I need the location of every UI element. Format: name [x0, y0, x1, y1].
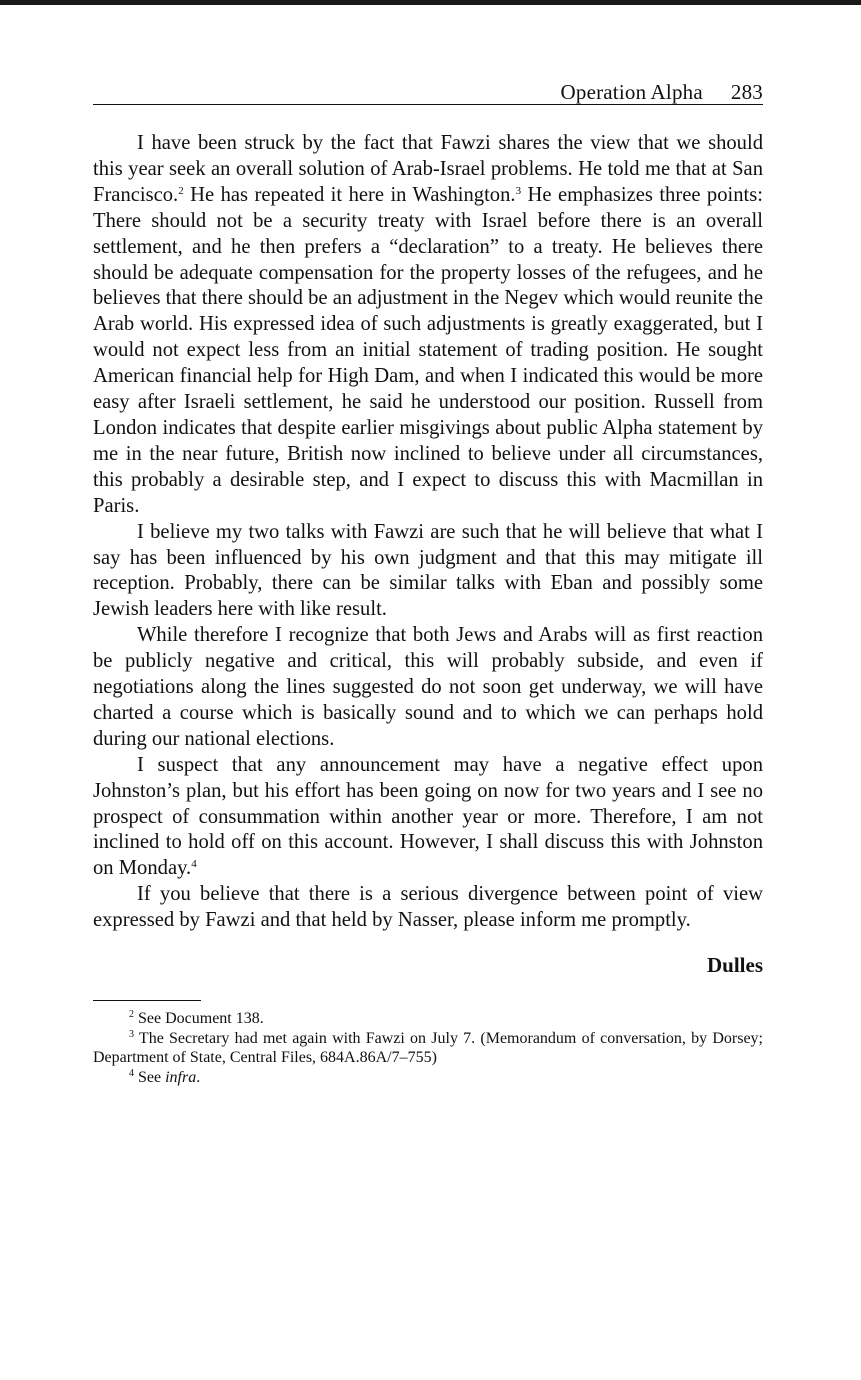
- letter-body: [93, 131, 763, 934]
- page-number: 283: [730, 80, 763, 104]
- document-page: [93, 78, 763, 1087]
- footnote: [93, 1029, 763, 1068]
- text-run: See Document 138.: [134, 1010, 264, 1028]
- footnote-marker: 2: [129, 1009, 134, 1021]
- body-paragraph: [93, 882, 763, 934]
- body-paragraph: [93, 623, 763, 753]
- text-run: I have been struck by the fact that Fawzi shares the view that we should this year seek an overall solution of Arab-Israel problems. He told me that at San Francisco.: [93, 132, 763, 206]
- footnote: [93, 1068, 763, 1088]
- running-header: [93, 78, 763, 105]
- footnote-marker: 4: [191, 858, 197, 871]
- text-run: .: [196, 1068, 201, 1086]
- signature: Dulles: [706, 953, 763, 978]
- italic-text: infra: [165, 1068, 197, 1086]
- footnote-marker: 3: [515, 184, 522, 197]
- text-run: If you believe that there is a serious divergence between point of view expressed by Fawzi and that held by Nasser, please inform me promptly.: [93, 883, 763, 932]
- page-top-edge: [0, 0, 861, 5]
- footnote-marker: 2: [178, 184, 184, 197]
- text-run: See: [134, 1068, 166, 1086]
- text-run: The Secretary had met again with Fawzi on July 7. (Memorandum of conversation, by Dorsey; Department of State, Central Files, 684A.86A/7–755): [93, 1029, 763, 1067]
- footnote-marker: 4: [129, 1067, 134, 1079]
- footnote-marker: 3: [129, 1028, 134, 1040]
- body-paragraph: [93, 520, 763, 624]
- footnote: [93, 1009, 763, 1029]
- text-run: He has repeated it here in Washington.: [183, 183, 516, 206]
- body-paragraph: [93, 753, 763, 883]
- text-run: While therefore I recognize that both Jews and Arabs will as first reaction be publicly negative and critical, this will probably subside, and even if negotiations along the lines suggested do not soon get underway, we will have charted a course which is basically sound and to which we can perhaps hold during our national elections.: [93, 624, 763, 750]
- footnote-divider: [93, 1000, 201, 1001]
- text-run: I believe my two talks with Fawzi are such that he will believe that what I say has been influenced by his own judgment and that this may mitigate ill reception. Probably, there can be similar talks with Eban and possibly some Jewish leaders here with like result.: [93, 520, 763, 621]
- body-paragraph: [93, 131, 763, 520]
- text-run: He emphasizes three points: There should not be a security treaty with Israel before there is an overall settlement, and he then prefers a “declaration” to a treaty. He believes there should be adequate compensation for the property losses of the refugees, and he believes that there should be an adjustment in the Negev which would reunite the Arab world. His expressed idea of such adjustments is greatly exaggerated, but I would not expect less from an initial statement of trading position. He sought American financial help for High Dam, and when I indicated this would be more easy after Israeli settlement, he said he understood our position. Russell from London indicates that despite earlier misgivings about public Alpha statement by me in the near future, British now inclined to believe under all circumstances, this probably a desirable step, and I expect to discuss this with Macmillan in Paris.: [93, 183, 763, 517]
- text-run: I suspect that any announcement may have a negative effect upon Johnston’s plan, but his effort has been going on now for two years and I see no prospect of consummation within another year or more. Therefore, I am not inclined to hold off on this account. However, I shall discuss this with Johnston on Monday.: [93, 753, 763, 880]
- footnotes: [93, 1009, 763, 1087]
- running-title: Operation Alpha: [560, 80, 703, 104]
